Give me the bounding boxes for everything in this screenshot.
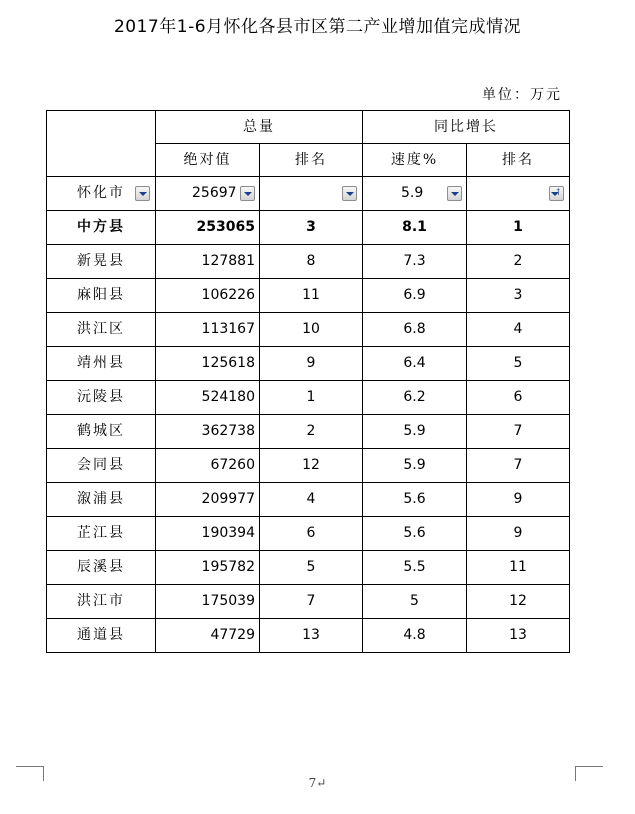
rank-cell: 13 <box>260 619 363 653</box>
table-row <box>47 551 570 585</box>
growth-speed-cell: 5.9 <box>363 415 467 449</box>
region-name-cell: 沅陵县 <box>47 381 156 415</box>
filter-name: 怀化市 <box>77 185 125 201</box>
table-row <box>47 313 570 347</box>
table-row <box>47 381 570 415</box>
header-absolute: 绝对值 <box>156 144 260 177</box>
dropdown-arrow-icon <box>244 192 252 196</box>
region-name-cell: 会同县 <box>47 449 156 483</box>
growth-speed-cell: 5.9 <box>363 449 467 483</box>
region-header-cell <box>47 111 156 177</box>
absolute-value-cell: 113167 <box>156 313 260 347</box>
filter-dropdown-button[interactable] <box>342 186 357 201</box>
region-name-cell: 鹤城区 <box>47 415 156 449</box>
growth-rank-cell: 3 <box>467 279 570 313</box>
growth-speed-cell: 6.4 <box>363 347 467 381</box>
growth-rank-cell: 7 <box>467 415 570 449</box>
growth-rank-cell: 5 <box>467 347 570 381</box>
filter-cell-rank2 <box>467 177 570 211</box>
rank-cell: 10 <box>260 313 363 347</box>
table-row <box>47 245 570 279</box>
growth-speed-cell: 4.8 <box>363 619 467 653</box>
filter-absolute: 25697 <box>192 185 237 201</box>
rank-cell: 12 <box>260 449 363 483</box>
table-row <box>47 279 570 313</box>
region-name-cell: 洪江区 <box>47 313 156 347</box>
table-row <box>47 517 570 551</box>
unit-label: 单位：万元 <box>482 87 562 103</box>
filter-cell-absolute <box>156 177 260 211</box>
absolute-value-cell: 524180 <box>156 381 260 415</box>
growth-speed-cell: 6.2 <box>363 381 467 415</box>
rank-cell: 8 <box>260 245 363 279</box>
filter-dropdown-button[interactable] <box>240 186 255 201</box>
table-row <box>47 585 570 619</box>
growth-speed-cell: 5.6 <box>363 483 467 517</box>
table-row <box>47 449 570 483</box>
rank-cell: 2 <box>260 415 363 449</box>
table-row <box>47 211 570 245</box>
filter-dropdown-button[interactable] <box>447 186 462 201</box>
growth-speed-cell: 7.3 <box>363 245 467 279</box>
filter-cell-name <box>47 177 156 211</box>
region-name-cell: 溆浦县 <box>47 483 156 517</box>
header-growth: 同比增长 <box>363 111 570 144</box>
header-speed: 速度% <box>363 144 467 177</box>
filter-row <box>47 177 570 211</box>
rank-cell: 11 <box>260 279 363 313</box>
industry-value-table <box>46 110 570 653</box>
rank-cell: 4 <box>260 483 363 517</box>
absolute-value-cell: 195782 <box>156 551 260 585</box>
growth-speed-cell: 6.8 <box>363 313 467 347</box>
region-name-cell: 靖州县 <box>47 347 156 381</box>
growth-rank-cell: 4 <box>467 313 570 347</box>
region-name-cell: 麻阳县 <box>47 279 156 313</box>
dropdown-arrow-icon <box>346 192 354 196</box>
growth-rank-cell: 11 <box>467 551 570 585</box>
filter-cell-speed <box>363 177 467 211</box>
growth-rank-cell: 6 <box>467 381 570 415</box>
absolute-value-cell: 125618 <box>156 347 260 381</box>
region-name-cell: 洪江市 <box>47 585 156 619</box>
filter-dropdown-button[interactable] <box>135 186 150 201</box>
sort-filter-button[interactable] <box>549 186 564 201</box>
table-row <box>47 415 570 449</box>
absolute-value-cell: 67260 <box>156 449 260 483</box>
absolute-value-cell: 106226 <box>156 279 260 313</box>
rank-cell: 7 <box>260 585 363 619</box>
growth-rank-cell: 9 <box>467 483 570 517</box>
growth-speed-cell: 5.6 <box>363 517 467 551</box>
growth-speed-cell: 5 <box>363 585 467 619</box>
rank-cell: 5 <box>260 551 363 585</box>
growth-rank-cell: 1 <box>467 211 570 245</box>
region-name-cell: 通道县 <box>47 619 156 653</box>
page-title: 2017年1-6月怀化各县市区第二产业增加值完成情况 <box>113 17 522 37</box>
filter-cell-rank <box>260 177 363 211</box>
rank-cell: 1 <box>260 381 363 415</box>
growth-speed-cell: 5.5 <box>363 551 467 585</box>
rank-cell: 3 <box>260 211 363 245</box>
growth-rank-cell: 13 <box>467 619 570 653</box>
sort-arrow-icon: ↑ <box>554 188 562 198</box>
absolute-value-cell: 47729 <box>156 619 260 653</box>
absolute-value-cell: 362738 <box>156 415 260 449</box>
absolute-value-cell: 190394 <box>156 517 260 551</box>
table-row <box>47 619 570 653</box>
growth-rank-cell: 9 <box>467 517 570 551</box>
header-rank: 排名 <box>260 144 363 177</box>
dropdown-arrow-icon <box>139 192 147 196</box>
growth-rank-cell: 12 <box>467 585 570 619</box>
absolute-value-cell: 127881 <box>156 245 260 279</box>
header-rank2: 排名 <box>467 144 570 177</box>
growth-speed-cell: 6.9 <box>363 279 467 313</box>
table-row <box>47 483 570 517</box>
region-name-cell: 中方县 <box>47 211 156 245</box>
page-number: 7↵ <box>308 776 327 790</box>
region-name-cell: 新晃县 <box>47 245 156 279</box>
growth-speed-cell: 8.1 <box>363 211 467 245</box>
region-name-cell: 辰溪县 <box>47 551 156 585</box>
absolute-value-cell: 253065 <box>156 211 260 245</box>
growth-rank-cell: 2 <box>467 245 570 279</box>
table-row <box>47 347 570 381</box>
rank-cell: 6 <box>260 517 363 551</box>
dropdown-arrow-icon <box>451 192 459 196</box>
absolute-value-cell: 175039 <box>156 585 260 619</box>
absolute-value-cell: 209977 <box>156 483 260 517</box>
rank-cell: 9 <box>260 347 363 381</box>
region-name-cell: 芷江县 <box>47 517 156 551</box>
filter-speed: 5.9 <box>401 185 424 201</box>
growth-rank-cell: 7 <box>467 449 570 483</box>
header-total: 总量 <box>156 111 363 144</box>
